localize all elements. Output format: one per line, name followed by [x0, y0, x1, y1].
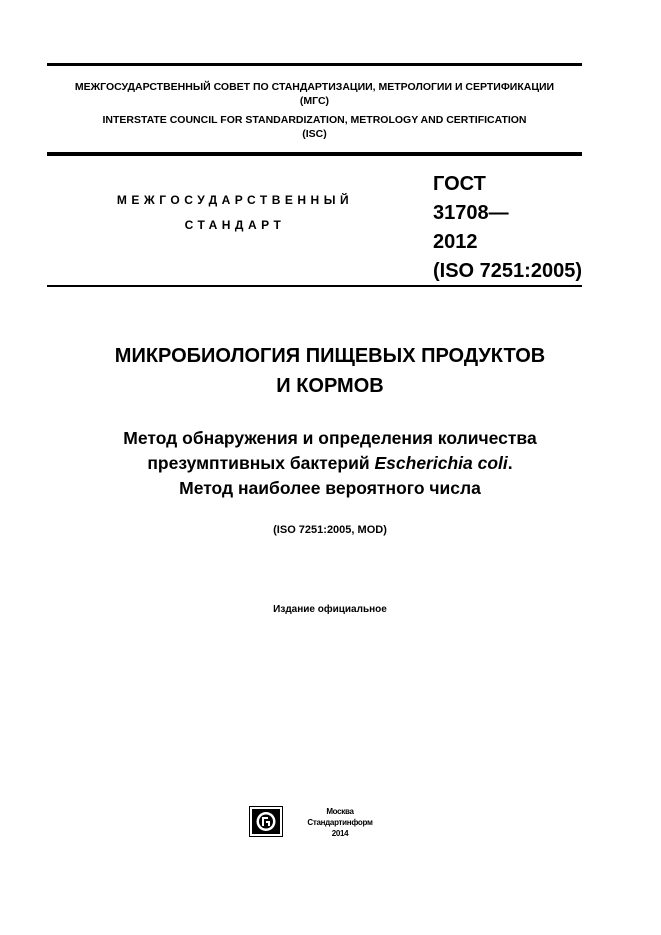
subtitle-organism: Escherichia coli [374, 453, 508, 473]
gost-line3: 2012 [433, 231, 478, 253]
header-rule [47, 152, 582, 156]
title-line2: И КОРМОВ [276, 375, 384, 397]
council-name-ru: МЕЖГОСУДАРСТВЕННЫЙ СОВЕТ ПО СТАНДАРТИЗАЦИИ, МЕТРОЛОГИИ И СЕРТИФИКАЦИИ [74, 81, 555, 93]
gost-line1: ГОСТ [433, 173, 486, 195]
standard-type-line1: МЕЖГОСУДАРСТВЕННЫЙ [116, 193, 354, 207]
council-block [47, 80, 582, 141]
standartinform-logo-icon [249, 806, 283, 837]
subtitle-line1: Метод обнаружения и определения количества [123, 428, 537, 448]
edition-note: Издание официальное [273, 604, 387, 615]
gost-designation [433, 170, 582, 286]
subtitle-line2 [40, 451, 620, 476]
subtitle-line2-suffix: . [507, 453, 513, 473]
standard-type-label [100, 188, 370, 238]
council-abbr-ru: (МГС) [299, 95, 330, 107]
document-subtitle [40, 426, 620, 501]
top-rule [47, 63, 582, 66]
designation-rule [47, 285, 582, 287]
standard-type-line2: СТАНДАРТ [184, 218, 286, 232]
council-abbr-en: (ISC) [302, 128, 327, 140]
publisher-year: 2014 [331, 829, 349, 838]
publisher-block [295, 806, 385, 839]
iso-reference: (ISO 7251:2005, MOD) [273, 524, 387, 536]
gost-line4: (ISO 7251:2005) [433, 260, 582, 282]
council-name-en: INTERSTATE COUNCIL FOR STANDARDIZATION, METROLOGY AND CERTIFICATION [102, 114, 527, 126]
gost-line2: 31708— [433, 202, 509, 224]
title-line1: МИКРОБИОЛОГИЯ ПИЩЕВЫХ ПРОДУКТОВ [114, 345, 546, 367]
subtitle-line2-prefix: презумптивных бактерий [147, 453, 375, 473]
subtitle-line3: Метод наиболее вероятного числа [179, 478, 481, 498]
publisher-city: Москва [326, 807, 354, 816]
publisher-name: Стандартинформ [307, 818, 373, 827]
document-title [40, 341, 620, 401]
